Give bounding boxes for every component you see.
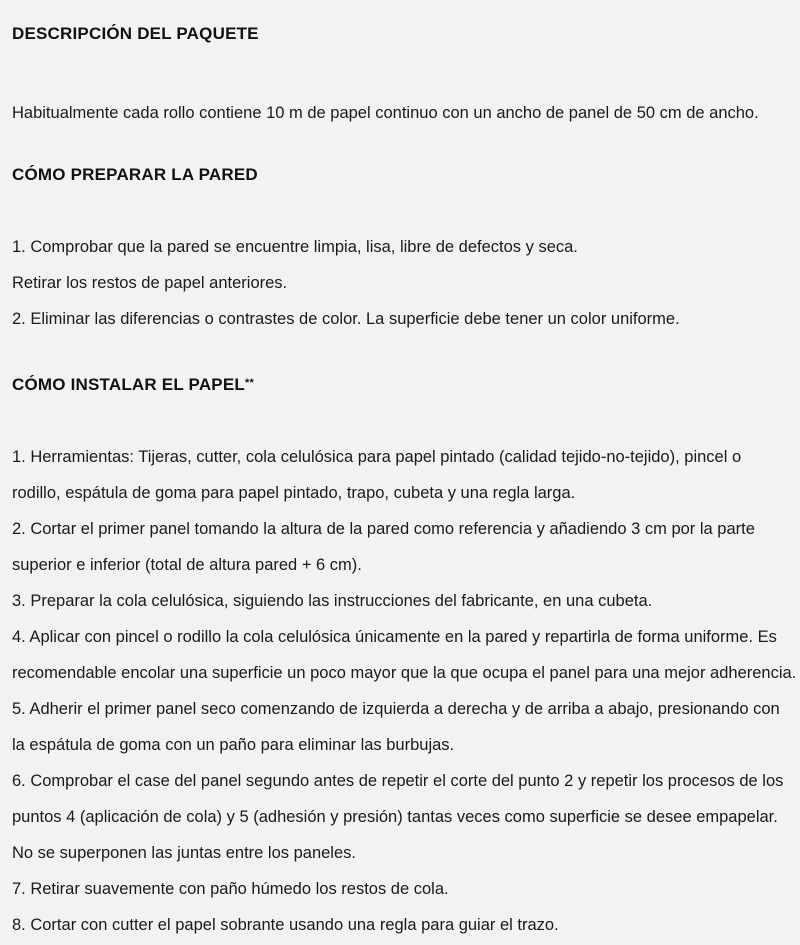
prepare-wall-body bbox=[12, 229, 788, 337]
package-description-heading: DESCRIPCIÓN DEL PAQUETE bbox=[12, 24, 259, 43]
install-line: 2. Cortar el primer panel tomando la altura de la pared como referencia y añadiendo 3 cm por la parte bbox=[12, 520, 755, 538]
install-line: puntos 4 (aplicación de cola) y 5 (adhesión y presión) tantas veces como superficie se desee empapelar. bbox=[12, 808, 778, 826]
install-heading-text: CÓMO INSTALAR EL PAPEL bbox=[12, 375, 245, 394]
install-line: 5. Adherir el primer panel seco comenzando de izquierda a derecha y de arriba a abajo, presionando con bbox=[12, 700, 780, 718]
prepare-wall-heading: CÓMO PREPARAR LA PARED bbox=[12, 165, 258, 184]
install-line: 6. Comprobar el case del panel segundo antes de repetir el corte del punto 2 y repetir los procesos de los bbox=[12, 772, 784, 790]
install-line: No se superponen las juntas entre los paneles. bbox=[12, 844, 356, 862]
install-line: 7. Retirar suavemente con paño húmedo los restos de cola. bbox=[12, 880, 449, 898]
prepare-wall-section bbox=[12, 165, 788, 337]
install-heading-mark: ** bbox=[244, 377, 254, 389]
package-description-section bbox=[12, 0, 788, 131]
install-line: la espátula de goma con un paño para eliminar las burbujas. bbox=[12, 736, 455, 754]
install-line: 1. Herramientas: Tijeras, cutter, cola celulósica para papel pintado (calidad tejido-no-tejido), pincel o bbox=[12, 448, 742, 466]
prepare-line: Retirar los restos de papel anteriores. bbox=[12, 274, 288, 292]
install-paper-heading bbox=[12, 375, 788, 395]
install-line: 8. Cortar con cutter el papel sobrante usando una regla para guiar el trazo. bbox=[12, 916, 559, 934]
package-description-body bbox=[12, 95, 788, 131]
install-line: superior e inferior (total de altura pared + 6 cm). bbox=[12, 556, 362, 574]
install-line: 4. Aplicar con pincel o rodillo la cola celulósica únicamente en la pared y repartirla de forma uniforme. Es bbox=[12, 628, 777, 646]
install-line: recomendable encolar una superficie un poco mayor que la que ocupa el panel para una mejor adherencia. bbox=[12, 664, 797, 682]
install-line: rodillo, espátula de goma para papel pintado, trapo, cubeta y una regla larga. bbox=[12, 484, 576, 502]
install-paper-body bbox=[12, 439, 797, 943]
install-line: 3. Preparar la cola celulósica, siguiendo las instrucciones del fabricante, en una cubeta. bbox=[12, 592, 653, 610]
prepare-line: 1. Comprobar que la pared se encuentre limpia, lisa, libre de defectos y seca. bbox=[12, 238, 578, 256]
prepare-line: 2. Eliminar las diferencias o contrastes de color. La superficie debe tener un color uniforme. bbox=[12, 310, 680, 328]
package-line: Habitualmente cada rollo contiene 10 m de papel continuo con un ancho de panel de 50 cm de ancho. bbox=[12, 104, 759, 122]
install-paper-section bbox=[12, 375, 797, 943]
